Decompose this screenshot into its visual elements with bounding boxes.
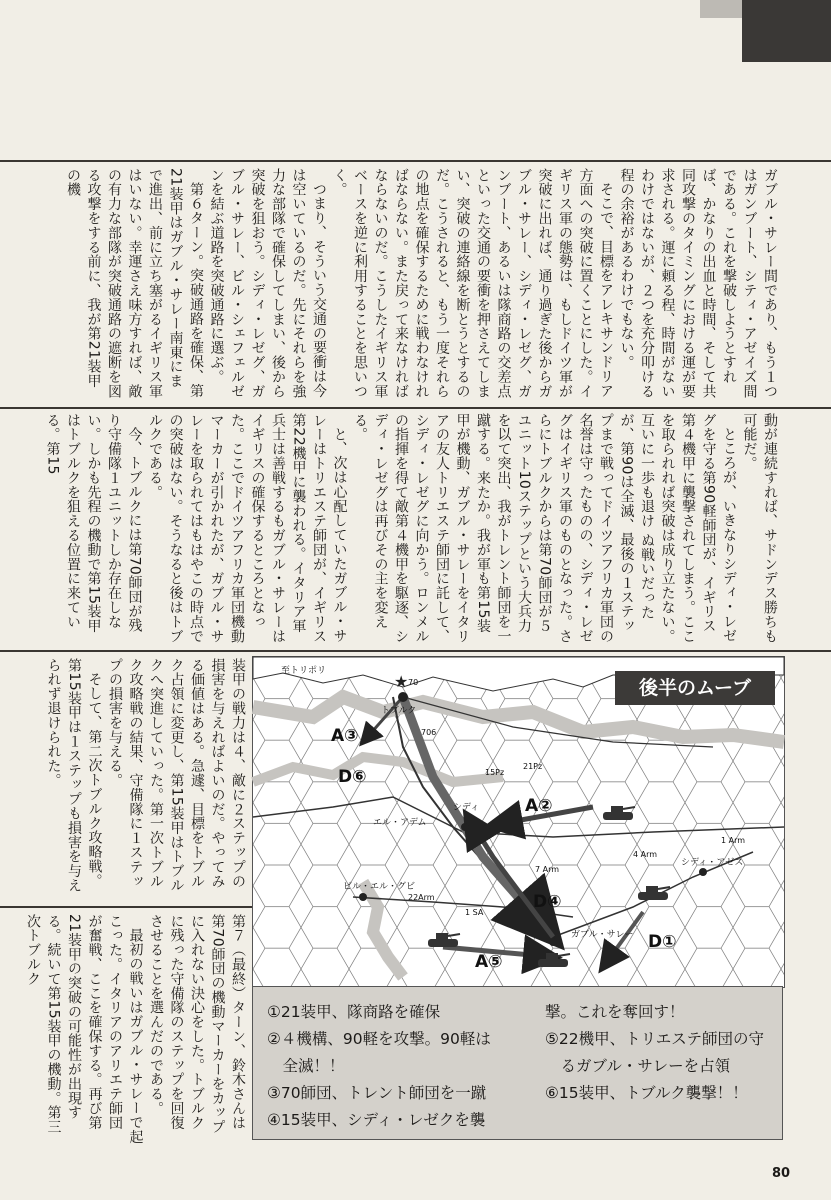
paragraph: つまり、そういう交通の要衝は今は空いているのだ。先にそれらを強力な部隊で確保してしまい、後から突破を狙おう。シディ・レゼグ、ガブル・サレー、ビル・シェフェルゼンを結ぶ道路を突破通路に選ぶ。 (208, 168, 327, 399)
unit-label: 21Pz (523, 762, 543, 771)
rule-middle (0, 407, 831, 409)
paragraph: 今、トブルクには第70師団が残り守備隊１ユニットしか存在しない。しかも先程の機動で第15装甲はトブルクを狙える位置に来ている。第15 (44, 413, 143, 634)
legend-item: ②４機構、90軽を攻撃。90軽は (267, 1030, 491, 1048)
bleed-block (742, 0, 831, 62)
legend-right-column (545, 999, 764, 1107)
paragraph: そこで、目標をアレキサンドリア方面への突破に置くことにした。イギリス軍の態勢は、もしドイツ軍が突破に出れば、通り過ぎた後からガブル・サレー、シディ・レゼグ、ガンブート、あるいは隊商路の交差点といった交通の要衝を押さえてしまい、突破の連絡線を断とうとするのだ。こうされると、もう一度それらの地点を確保するために戦わなければならない。また戻って来なければならないのだ。こうしたイギリス軍ベースを逆に利用することを思いつく。 (331, 168, 614, 399)
move-marker-a2: A② (525, 796, 553, 816)
town-marker (359, 893, 367, 901)
place-label-sidi-rezegh: シディ (453, 803, 480, 813)
unit-label: 1 Arm (721, 836, 746, 845)
legend-item: ⑥15装甲、トブルク襲撃！！ (545, 1084, 748, 1102)
legend-item: るガブル・サレーを占領 (545, 1057, 731, 1075)
unit-label: 706 (421, 728, 437, 737)
map-legend (252, 986, 783, 1140)
unit-label: 4 Arm (633, 850, 658, 859)
move-marker-a5: A⑤ (475, 952, 503, 972)
paragraph: そして、第二次トブルク攻略戦。第15装甲は１ステップも損害を与えられず退けられた。 (45, 658, 103, 893)
place-label-gabr-saleh: ガブル・サレー (571, 930, 634, 940)
place-label-el-adem: エル・アデム (373, 818, 427, 828)
star-icon: ★ (394, 672, 409, 691)
map-title: 後半のムーブ (615, 671, 775, 705)
move-marker-d4: D④ (533, 892, 562, 912)
rule-lower (0, 650, 831, 652)
legend-item: ①21装甲、隊商路を確保 (267, 1003, 441, 1021)
place-label-tobruk: トブルク (381, 706, 417, 716)
town-marker (461, 823, 469, 831)
legend-item: ⑤22機甲、トリエステ師団の守 (545, 1030, 764, 1048)
place-label-coast: 至トリポリ (281, 666, 327, 676)
article-lower-left-block (45, 658, 248, 898)
move-marker-d6: D⑥ (338, 767, 367, 787)
map-graphic (253, 657, 784, 987)
unit-label: 22Arm (408, 893, 435, 902)
paragraph: ガブル・サレー間であり、もう１つはガンブート、シティ・アゼイズ間である。これを撃破しようとすれば、かなりの出血と時間、そして共同攻撃のタイミングにおける運が要求される。運に頼る程、時間がないわけではないが、２つを充分叩ける程の余裕があるわけでもない。 (618, 168, 778, 399)
rule-top (0, 160, 831, 162)
article-middle-block (44, 413, 780, 645)
town-marker (549, 938, 557, 946)
legend-item: ④15装甲、シディ・レゼクを襲 (267, 1111, 486, 1129)
rule-bottom-left (0, 906, 252, 908)
article-top-block (58, 168, 780, 400)
paragraph: 第７（最終）ターン、鈴木さんは第70師団の機動マーカーをカップに入れない決心をした。トブルクに残った守備隊のステップを回復させることを選んだのである。 (148, 914, 246, 1135)
paragraph: ところが、いきなりシディ・レゼグを守る第90軽師団が、イギリス第４機甲に襲撃されてしまう。ここを取られれば突破は成り立たない。互いに一歩も退け ぬ戦いだったが、第90は全滅、最後の１ステップまで戦ってドイツアフリカ軍団の名誉は守ったものの、シディ・レゼグはイギリス軍のものとなった。さらにトブルクからは第70師団が５ユニット10ステップという大兵力を以て突出、我がトレント師団を一蹴する。来たか。我が軍も第15装甲が機動、ガブル・サレーをイタリアの友人トリエステ師団に託して、シディ・レゼグに向かう。ロンメルの指揮を得て敵第４機甲を駆逐、シディ・レゼグは再びその主を変える。 (352, 413, 737, 644)
move-marker-a3: A③ (331, 726, 359, 746)
legend-item: 撃。これを奪回す！ (545, 1003, 685, 1021)
town-marker (699, 868, 707, 876)
paragraph: 装甲の戦力は４、敵に２ステップの損害を与えればよいのだ。やってみる価値はある。急遽、目標をトブルク占領に変更し、第15装甲はトブルクへ突進していった。第一次トブルク攻略戦の結果、守備隊に１ステップの損害を与える。 (107, 658, 246, 893)
paragraph: 最初の戦いはガブル・サレーで起こった。イタリアのアリエテ師団が奮戦、ここを確保する。再び第21装甲の突破の可能性が出現する。続いて第15装甲の機動。第三次トブルク (25, 914, 144, 1144)
move-marker-d1: D① (648, 932, 677, 952)
unit-label: 15Pz (485, 768, 505, 777)
unit-label: 1 SA (465, 908, 484, 917)
legend-item: 全滅！！ (267, 1057, 345, 1075)
unit-label: 70 (408, 678, 419, 687)
place-label-bir-el-gubi: ビル・エル・グビ (343, 882, 416, 892)
unit-label: 7 Arm (535, 865, 560, 874)
legend-item: ③70師団、トレント師団を一蹴 (267, 1084, 487, 1102)
paragraph: 動が連続すれば、サドンデス勝ちも可能だ。 (741, 413, 778, 644)
article-bottom-block (25, 914, 248, 1144)
place-label-sidi-azeiz: シディ・アゼス (681, 858, 744, 868)
paragraph: と、次は心配していたガブル・サレーはトリエステ師団が、イギリス第22機甲に襲われる。イタリア軍兵士は善戦するもガブル・サレーはイギリスの確保するところとなった。ここでドイツアフリカ軍団機動マーカーが引かれたが、ガブル・サレーを取られてはもはやこの時点での突破はない。そうなると後はトブルクである。 (147, 413, 348, 644)
paragraph: 第６ターン。突破通路を確保、第21装甲はガブル・サレー南東にまで進出、前に立ち塞がるイギリス軍はいない。幸運さえ味方すれば、敵の有力な部隊が突破通路の遮断を図る攻撃をする前に、我が第21装甲の機 (65, 168, 204, 399)
town-marker (398, 692, 408, 702)
page-number: 80 (772, 1166, 791, 1181)
campaign-map (252, 656, 785, 988)
legend-left-column (267, 999, 491, 1134)
